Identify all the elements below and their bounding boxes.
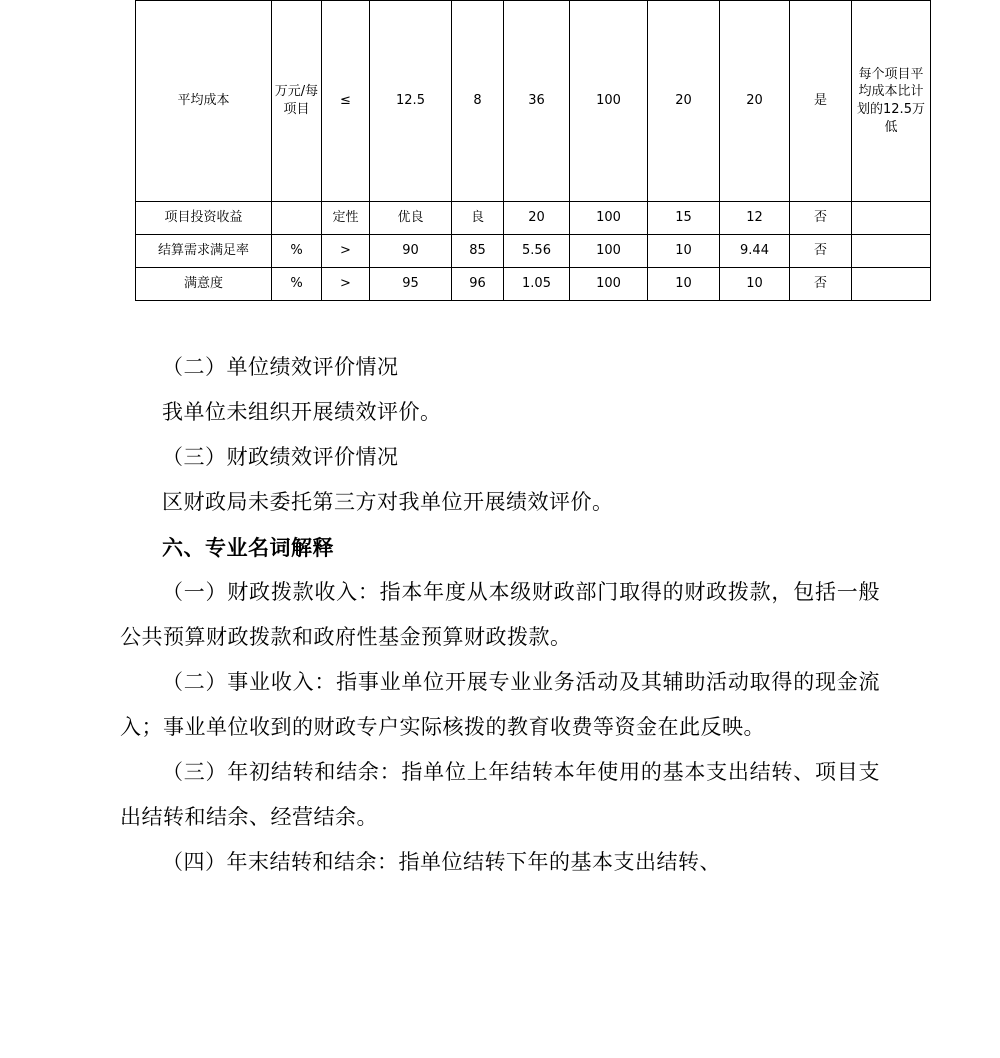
cell-points: 10 <box>720 268 790 301</box>
cell-score: 100 <box>570 268 648 301</box>
performance-indicator-table <box>135 0 931 301</box>
section-2-title: （二）单位绩效评价情况 <box>162 355 399 379</box>
cell-unit: % <box>272 235 322 268</box>
cell-points: 12 <box>720 202 790 235</box>
cell-weight: 10 <box>648 268 720 301</box>
cell-indicator-name: 结算需求满足率 <box>136 235 272 268</box>
cell-reached: 否 <box>790 235 852 268</box>
cell-plan-value: 12.5 <box>370 1 452 202</box>
term-item-3: （三）年初结转和结余：指单位上年结转本年使用的基本支出结转、项目支出结转和结余、经营结余。 <box>120 760 880 829</box>
cell-note <box>852 202 931 235</box>
cell-score: 100 <box>570 202 648 235</box>
cell-points: 9.44 <box>720 235 790 268</box>
cell-symbol: > <box>322 235 370 268</box>
cell-plan-value: 95 <box>370 268 452 301</box>
cell-indicator-name: 项目投资收益 <box>136 202 272 235</box>
cell-symbol: > <box>322 268 370 301</box>
cell-actual-value: 96 <box>452 268 504 301</box>
cell-weight: 20 <box>648 1 720 202</box>
cell-actual-value: 85 <box>452 235 504 268</box>
section-6-heading: 六、专业名词解释 <box>162 535 334 560</box>
cell-unit: 万元/每项目 <box>272 1 322 202</box>
table-row <box>136 268 931 301</box>
section-3-title: （三）财政绩效评价情况 <box>162 445 399 469</box>
performance-table-container <box>135 0 930 301</box>
cell-weight: 15 <box>648 202 720 235</box>
cell-note <box>852 268 931 301</box>
cell-reached: 是 <box>790 1 852 202</box>
table-row <box>136 235 931 268</box>
cell-symbol: ≤ <box>322 1 370 202</box>
cell-indicator-name: 满意度 <box>136 268 272 301</box>
cell-symbol: 定性 <box>322 202 370 235</box>
cell-deviation: 1.05 <box>504 268 570 301</box>
cell-reached: 否 <box>790 202 852 235</box>
table-row <box>136 202 931 235</box>
cell-note <box>852 235 931 268</box>
document-body <box>120 345 880 885</box>
cell-plan-value: 90 <box>370 235 452 268</box>
cell-deviation: 36 <box>504 1 570 202</box>
section-3-text: 区财政局未委托第三方对我单位开展绩效评价。 <box>162 490 614 514</box>
term-item-4: （四）年末结转和结余：指单位结转下年的基本支出结转、 <box>162 850 721 874</box>
cell-reached: 否 <box>790 268 852 301</box>
cell-deviation: 5.56 <box>504 235 570 268</box>
cell-unit: % <box>272 268 322 301</box>
cell-plan-value: 优良 <box>370 202 452 235</box>
cell-note: 每个项目平均成本比计划的12.5万低 <box>852 1 931 202</box>
cell-actual-value: 良 <box>452 202 504 235</box>
cell-unit <box>272 202 322 235</box>
table-row <box>136 1 931 202</box>
cell-weight: 10 <box>648 235 720 268</box>
cell-deviation: 20 <box>504 202 570 235</box>
section-2-text: 我单位未组织开展绩效评价。 <box>162 400 442 424</box>
cell-score: 100 <box>570 1 648 202</box>
cell-indicator-name: 平均成本 <box>136 1 272 202</box>
cell-actual-value: 8 <box>452 1 504 202</box>
cell-score: 100 <box>570 235 648 268</box>
term-item-2: （二）事业收入：指事业单位开展专业业务活动及其辅助活动取得的现金流入；事业单位收到的财政专户实际核拨的教育收费等资金在此反映。 <box>120 670 880 739</box>
term-item-1: （一）财政拨款收入：指本年度从本级财政部门取得的财政拨款，包括一般公共预算财政拨款和政府性基金预算财政拨款。 <box>120 580 880 649</box>
cell-points: 20 <box>720 1 790 202</box>
